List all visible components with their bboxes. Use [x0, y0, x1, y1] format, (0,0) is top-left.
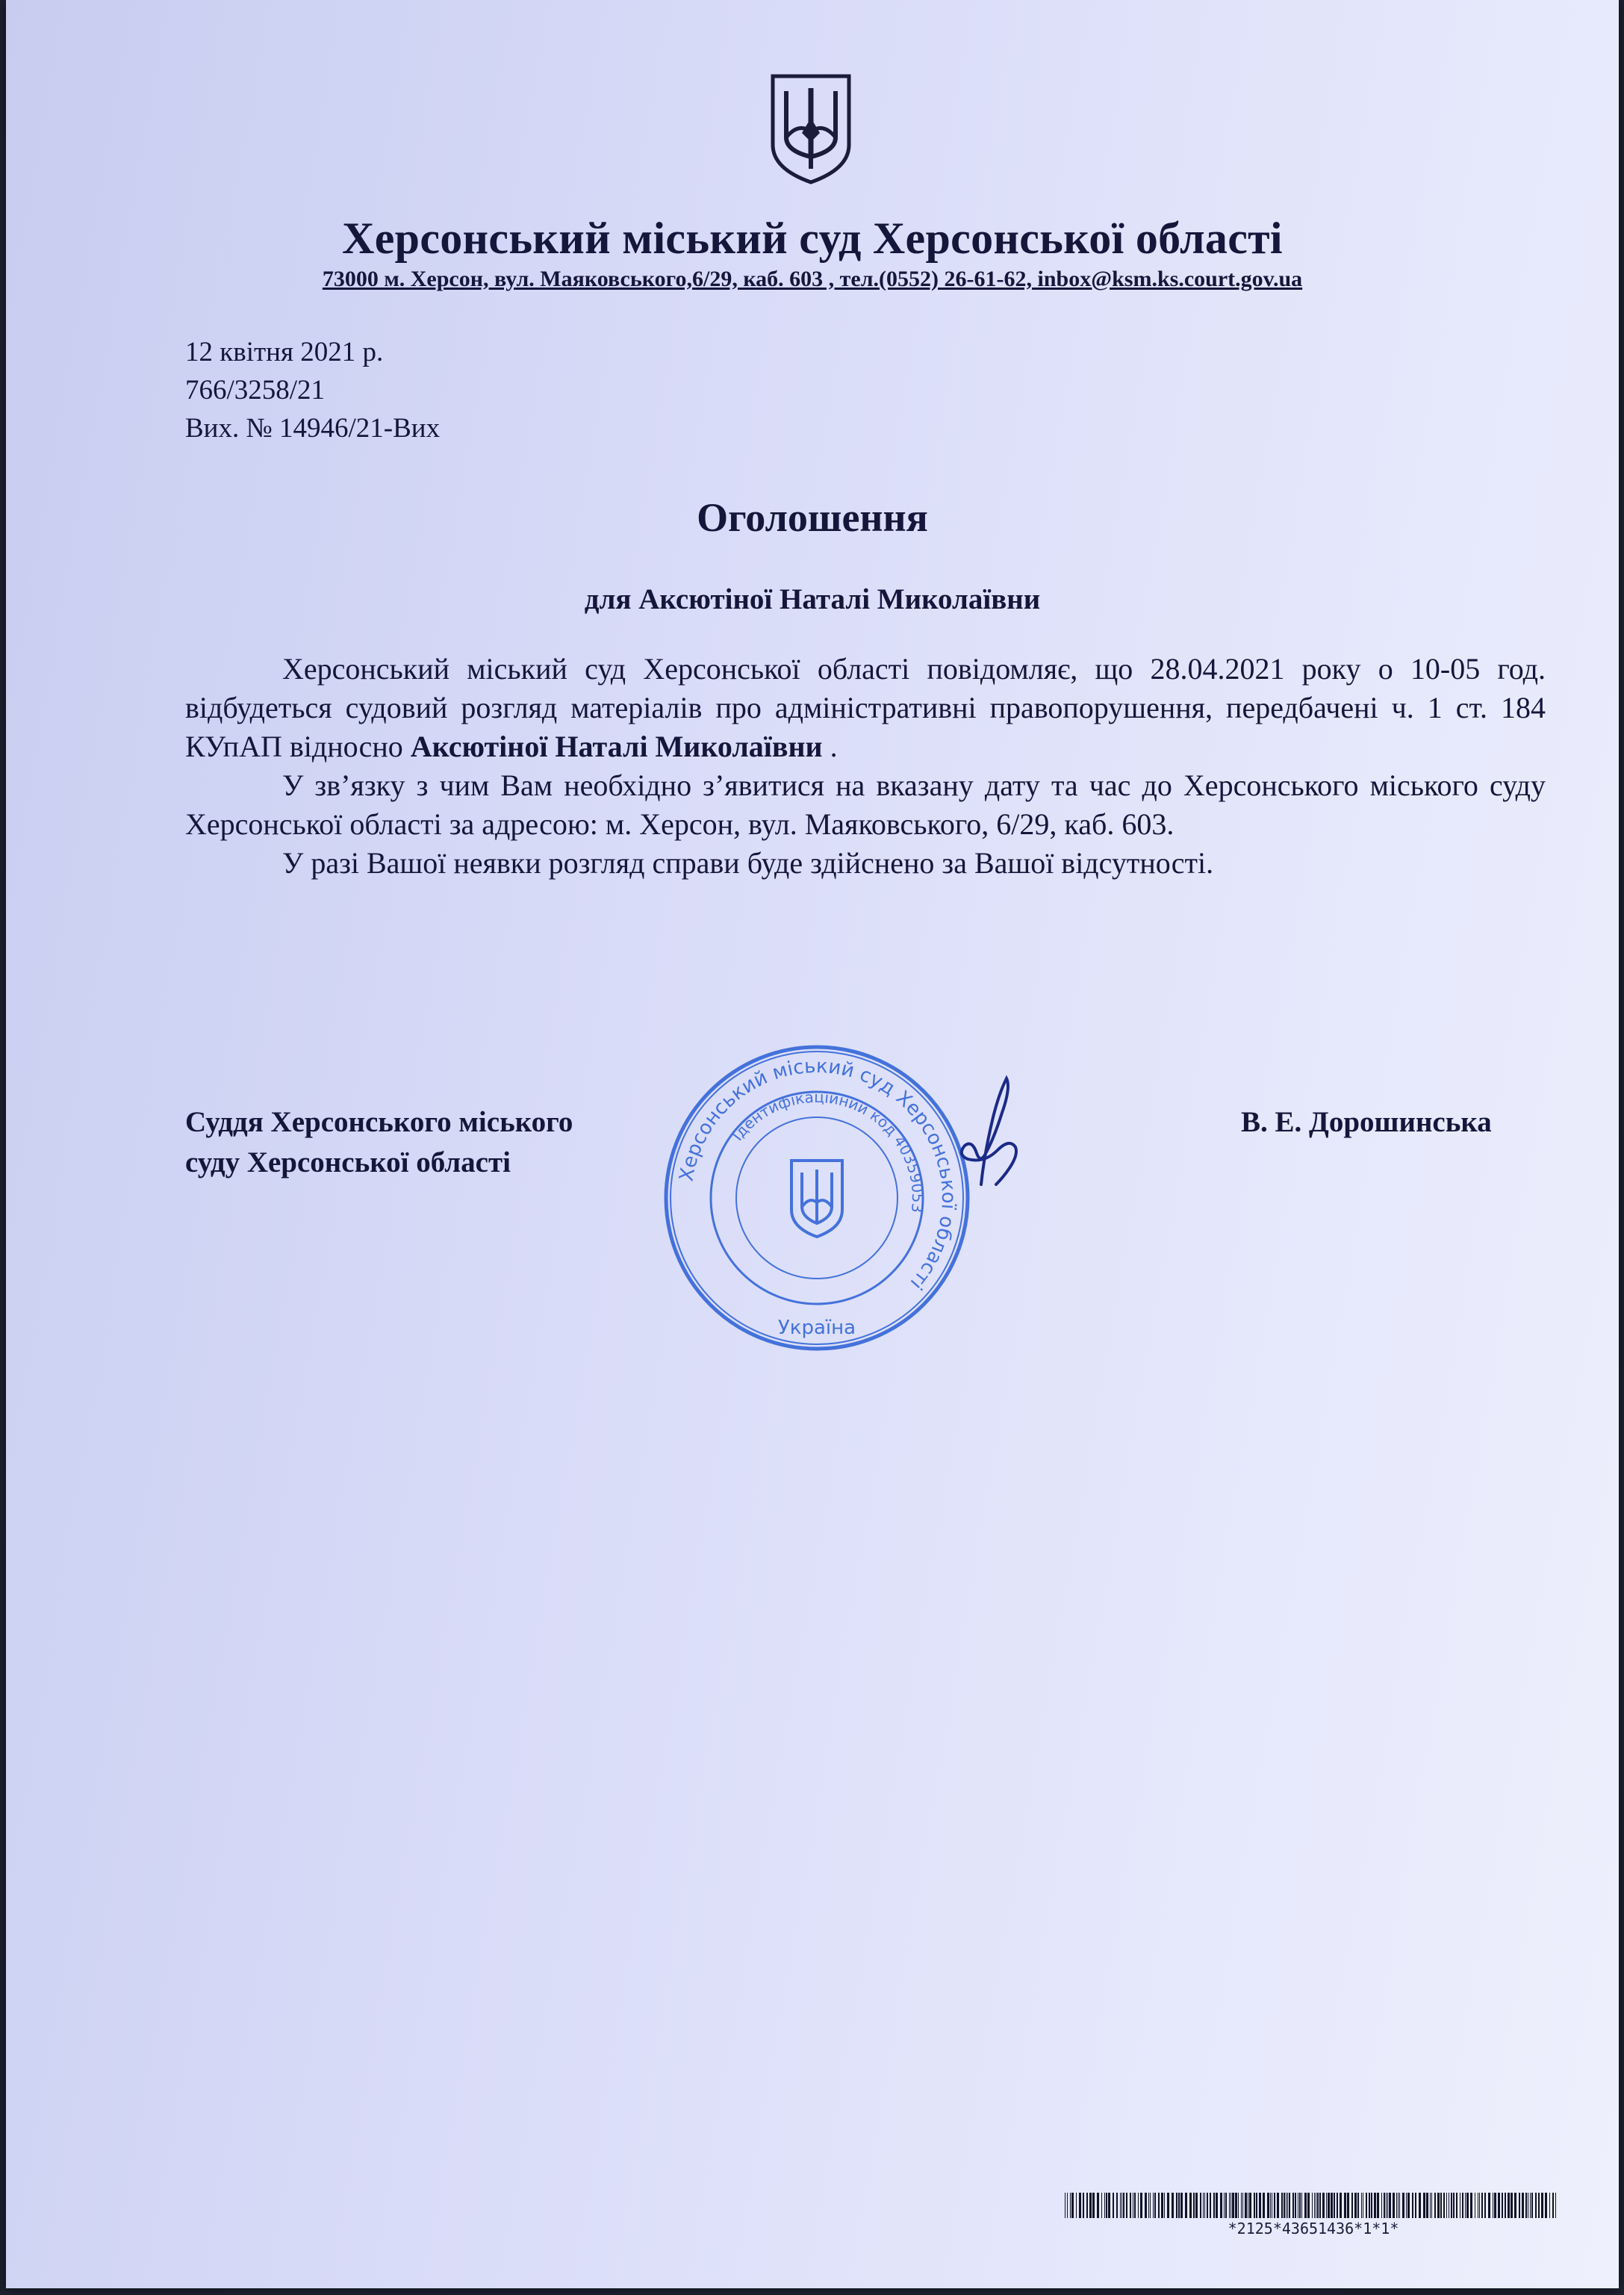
barcode-bar	[1207, 2193, 1208, 2218]
barcode-bar	[1549, 2193, 1550, 2218]
barcode-bar	[1357, 2193, 1359, 2218]
barcode-bar	[1328, 2193, 1330, 2218]
notice-paragraph-2: У зв’язку з чим Вам необхідно з’явитися на вказану дату та час до Херсонського міського суду Херсонської області за адресою: м. Херсон, вул. Маяковського, 6/29, каб. 603.	[185, 768, 1546, 841]
barcode-bar	[1519, 2193, 1520, 2218]
barcode-bar	[1161, 2193, 1163, 2218]
barcode-bar	[1256, 2193, 1257, 2218]
barcode-bar	[1189, 2193, 1192, 2218]
barcode-bar	[1426, 2193, 1428, 2218]
stamp-trident-icon	[791, 1161, 842, 1237]
barcode-bar	[1498, 2193, 1500, 2218]
judge-name: В. Е. Дорошинська	[1241, 1106, 1492, 1138]
barcode-bar	[1319, 2193, 1321, 2218]
case-number: 766/3258/21	[185, 375, 326, 406]
document-title: Оголошення	[697, 495, 928, 540]
barcode-bar	[1224, 2193, 1225, 2218]
barcode-bar	[1089, 2193, 1092, 2218]
barcode-bar	[1434, 2193, 1436, 2218]
notice-paragraph-1-text: Херсонський міський суд Херсонської області повідомляє, що 28.04.2021 року о 10-05 год. відбудеться судовий розгляд матеріалів про адміністративні правопорушення, передбачені ч. 1 ст. 184 КУпАП відносно	[185, 652, 1546, 763]
barcode-bar	[1286, 2193, 1287, 2218]
barcode-bar	[1274, 2193, 1275, 2218]
barcode-bar	[1210, 2193, 1211, 2218]
barcode-bar	[1361, 2193, 1362, 2218]
barcode-bar	[1238, 2193, 1239, 2218]
barcode-bar	[1108, 2193, 1110, 2218]
barcode-bar	[1204, 2193, 1205, 2218]
barcode-bar	[1451, 2193, 1452, 2218]
barcode-bar	[1287, 2193, 1288, 2218]
barcode-bar	[1386, 2193, 1387, 2218]
barcode-bar	[1555, 2193, 1556, 2218]
barcode-bar	[1200, 2193, 1201, 2218]
handwritten-signature	[950, 1072, 1021, 1189]
barcode-bar	[1402, 2193, 1404, 2218]
barcode-bar	[1317, 2193, 1319, 2218]
barcode-bar	[1229, 2193, 1230, 2218]
barcode-bar	[1263, 2193, 1265, 2218]
barcode-bar	[1116, 2193, 1118, 2218]
stamp-bottom-text: Україна	[777, 1317, 856, 1339]
notice-paragraph-1	[185, 650, 1546, 766]
barcode-bar	[1488, 2193, 1490, 2218]
barcode-bar	[1334, 2193, 1335, 2218]
barcode-bar	[1270, 2193, 1271, 2218]
barcode-bar	[1412, 2193, 1413, 2218]
barcode-bar	[1071, 2193, 1074, 2218]
barcode-bar	[1398, 2193, 1399, 2218]
barcode-bar	[1369, 2193, 1370, 2218]
barcode-bar	[1113, 2193, 1114, 2218]
barcode-bar	[1484, 2193, 1486, 2218]
barcode-bar	[1366, 2193, 1367, 2218]
barcode-bar	[1374, 2193, 1376, 2218]
barcode-bar	[1406, 2193, 1407, 2218]
barcode-bar	[1138, 2193, 1139, 2218]
barcode-bar	[1295, 2193, 1296, 2218]
barcode	[1065, 2193, 1562, 2218]
barcode-bar	[1462, 2193, 1463, 2218]
barcode-bar	[1126, 2193, 1127, 2218]
court-name: Херсонський міський суд Херсонської області	[342, 214, 1283, 263]
barcode-bar	[1185, 2193, 1187, 2218]
document-date: 12 квітня 2021 р.	[185, 337, 384, 367]
barcode-bar	[1178, 2193, 1180, 2218]
barcode-bar	[1377, 2193, 1379, 2218]
barcode-bar	[1430, 2193, 1431, 2218]
barcode-bar	[1232, 2193, 1234, 2218]
barcode-bar	[1292, 2193, 1294, 2218]
barcode-bar	[1465, 2193, 1466, 2218]
barcode-bar	[1172, 2193, 1174, 2218]
barcode-bar	[1340, 2193, 1342, 2218]
barcode-bar	[1277, 2193, 1279, 2218]
barcode-bar	[1312, 2193, 1313, 2218]
barcode-bar	[1158, 2193, 1160, 2218]
court-seal-stamp	[660, 1041, 974, 1355]
barcode-bar	[1301, 2193, 1302, 2218]
barcode-bar	[1289, 2193, 1290, 2218]
barcode-bar	[1437, 2193, 1440, 2218]
barcode-bar	[1134, 2193, 1136, 2218]
trident-coat-of-arms-icon	[768, 73, 853, 185]
barcode-bar	[1076, 2193, 1077, 2218]
barcode-bar	[1106, 2193, 1107, 2218]
barcode-bar	[1525, 2193, 1527, 2218]
barcode-bar	[1267, 2193, 1269, 2218]
barcode-bar	[1470, 2193, 1472, 2218]
barcode-bar	[1331, 2193, 1333, 2218]
barcode-bar	[1148, 2193, 1149, 2218]
barcode-bar	[1249, 2193, 1251, 2218]
defendant-name: Аксютіної Наталі Миколаївни	[410, 730, 823, 763]
barcode-bar	[1079, 2193, 1081, 2218]
barcode-bar	[1314, 2193, 1315, 2218]
barcode-bar	[1511, 2193, 1513, 2218]
barcode-bar	[1508, 2193, 1510, 2218]
barcode-bar	[1399, 2193, 1400, 2218]
barcode-bar	[1225, 2193, 1227, 2218]
barcode-bar	[1164, 2193, 1165, 2218]
barcode-bar	[1419, 2193, 1421, 2218]
barcode-bar	[1453, 2193, 1455, 2218]
barcode-bar	[1150, 2193, 1151, 2218]
barcode-bar	[1423, 2193, 1425, 2218]
notice-paragraph-1-end: .	[822, 730, 838, 763]
barcode-bar	[1514, 2193, 1516, 2218]
barcode-bar	[1101, 2193, 1102, 2218]
barcode-bar	[1381, 2193, 1382, 2218]
barcode-bar	[1522, 2193, 1524, 2218]
barcode-bar	[1446, 2193, 1447, 2218]
barcode-bar	[1347, 2193, 1349, 2218]
barcode-bar	[1541, 2193, 1543, 2218]
barcode-bar	[1393, 2193, 1395, 2218]
barcode-bar	[1242, 2193, 1243, 2218]
barcode-bar	[1505, 2193, 1506, 2218]
barcode-bar	[1371, 2193, 1372, 2218]
barcode-bar	[1245, 2193, 1247, 2218]
barcode-bar	[1337, 2193, 1338, 2218]
barcode-bar	[1531, 2193, 1533, 2218]
barcode-bar	[1538, 2193, 1540, 2218]
barcode-bar	[1384, 2193, 1385, 2218]
barcode-bar	[1180, 2193, 1183, 2218]
barcode-bar	[1387, 2193, 1388, 2218]
barcode-bar	[1120, 2193, 1121, 2218]
barcode-bar	[1083, 2193, 1084, 2218]
barcode-bar	[1466, 2193, 1469, 2218]
barcode-bar	[1193, 2193, 1195, 2218]
barcode-bar	[1067, 2193, 1068, 2218]
barcode-bar	[1552, 2193, 1554, 2218]
outgoing-number: Вих. № 14946/21-Вих	[185, 413, 441, 444]
barcode-bar	[1284, 2193, 1285, 2218]
barcode-bar	[1307, 2193, 1310, 2218]
barcode-bar	[1456, 2193, 1457, 2218]
barcode-bar	[1086, 2193, 1088, 2218]
barcode-bar	[1481, 2193, 1483, 2218]
barcode-bar	[1176, 2193, 1177, 2218]
court-address: 73000 м. Херсон, вул. Маяковського,6/29, каб. 603 , тел.(0552) 26-61-62, inbox@ksm.ks.court.gov.ua	[322, 267, 1303, 291]
barcode-bar	[1195, 2193, 1198, 2218]
barcode-number: *2125*43651436*1*1*	[1228, 2220, 1399, 2237]
stamp-inner-text: Ідентифікаційний код 40359053	[728, 1087, 927, 1214]
barcode-bar	[1241, 2193, 1242, 2218]
barcode-bar	[1254, 2193, 1255, 2218]
judge-position	[185, 1102, 573, 1183]
barcode-bar	[1407, 2193, 1410, 2218]
notice-paragraph-3: У разі Вашої неявки розгляд справи буде здійснено за Вашої відсутності.	[282, 846, 1214, 880]
barcode-bar	[1092, 2193, 1095, 2218]
barcode-bar	[1494, 2193, 1496, 2218]
barcode-bar	[1351, 2193, 1353, 2218]
barcode-bar	[1104, 2193, 1105, 2218]
barcode-bar	[1235, 2193, 1237, 2218]
barcode-bar	[1431, 2193, 1432, 2218]
barcode-bar	[1203, 2193, 1204, 2218]
barcode-bar	[1322, 2193, 1325, 2218]
judge-position-line-2: суду Херсонської області	[185, 1146, 511, 1178]
barcode-bar	[1535, 2193, 1537, 2218]
barcode-bar	[1530, 2193, 1531, 2218]
barcode-bar	[1167, 2193, 1169, 2218]
barcode-bar	[1502, 2193, 1503, 2218]
notice-body	[185, 650, 1546, 883]
recipient-line: для Аксютіної Наталі Миколаївни	[584, 583, 1041, 615]
barcode-bar	[1389, 2193, 1391, 2218]
barcode-bar	[1216, 2193, 1218, 2218]
barcode-bar	[1281, 2193, 1283, 2218]
barcode-bar	[1344, 2193, 1346, 2218]
barcode-bar	[1121, 2193, 1122, 2218]
barcode-bar	[1070, 2193, 1071, 2218]
barcode-bar	[1440, 2193, 1442, 2218]
barcode-bar	[1299, 2193, 1301, 2218]
barcode-bar	[1130, 2193, 1131, 2218]
barcode-bar	[1153, 2193, 1154, 2218]
barcode-bar	[1443, 2193, 1445, 2218]
judge-position-line-1: Суддя Херсонського міського	[185, 1106, 573, 1138]
barcode-bar	[1145, 2193, 1147, 2218]
barcode-bar	[1354, 2193, 1357, 2218]
barcode-bar	[1220, 2193, 1222, 2218]
barcode-bar	[1123, 2193, 1124, 2218]
barcode-bar	[1140, 2193, 1142, 2218]
barcode-bar	[1415, 2193, 1416, 2218]
barcode-bar	[1479, 2193, 1480, 2218]
barcode-bar	[1259, 2193, 1261, 2218]
barcode-bar	[1326, 2193, 1327, 2218]
barcode-bar	[1304, 2193, 1307, 2218]
barcode-bar	[1097, 2193, 1099, 2218]
document-meta	[185, 333, 440, 447]
barcode-bar	[1396, 2193, 1397, 2218]
barcode-bar	[1545, 2193, 1547, 2218]
stamp-outer-text: Херсонський міський суд Херсонської області	[675, 1055, 960, 1294]
document-page	[6, 0, 1619, 2288]
barcode-bar	[1213, 2193, 1215, 2218]
barcode-bar	[1154, 2193, 1156, 2218]
